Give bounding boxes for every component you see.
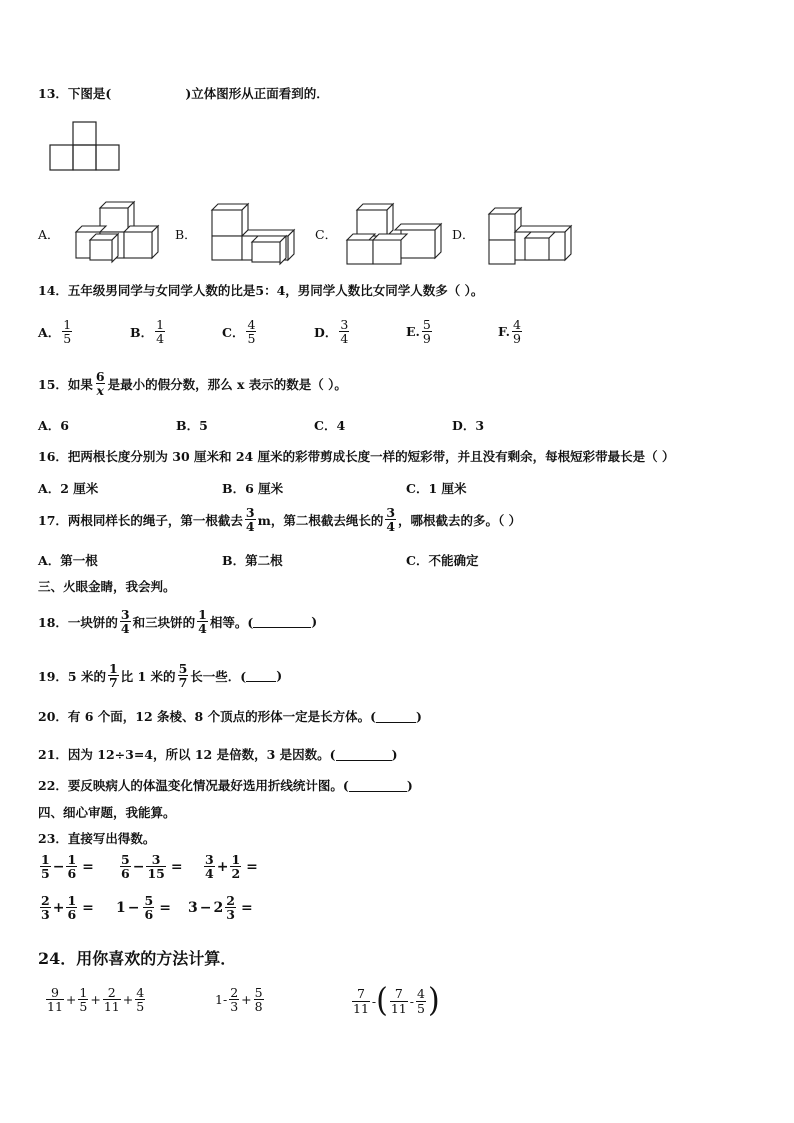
section-3-heading: 三、火眼金睛，我会判。: [38, 579, 176, 594]
q24-expression-3: $\frac{7}{11}$ - ( $\frac{7}{11}$ - $\frac{4}{5}$ ): [353, 981, 440, 1020]
q15-option-a[interactable]: A．6: [38, 418, 69, 433]
left-parenthesis: (: [376, 981, 388, 1020]
front-view-figure: [48, 118, 128, 174]
q14-option-c[interactable]: C． $\frac{4}{5}$: [222, 317, 256, 347]
fraction: $\frac{6}{x}$: [95, 369, 105, 399]
q13-option-a-figure: [72, 200, 162, 262]
fraction: $\frac{5}{7}$: [178, 661, 188, 691]
q17-option-b[interactable]: B．第二根: [222, 553, 283, 568]
fraction: $\frac{5}{9}$: [422, 317, 431, 347]
q13-option-c-figure: [345, 200, 445, 266]
answer-blank[interactable]: [246, 669, 276, 682]
answer-blank[interactable]: [336, 748, 392, 761]
fraction: $\frac{1}{5}$: [79, 985, 88, 1015]
fraction: $\frac{1}{4}$: [156, 317, 165, 347]
answer-blank[interactable]: [376, 710, 416, 723]
q17-option-a[interactable]: A．第一根: [38, 553, 98, 568]
q17-option-c[interactable]: C．不能确定: [406, 553, 479, 568]
q15-stem: 15．如果 $\frac{6}{x}$ 是最小的假分数，那么 x 表示的数是（ ）。: [38, 369, 347, 399]
q15-option-c[interactable]: C．4: [314, 418, 346, 433]
q13-option-d-figure: [485, 204, 577, 266]
fraction: $\frac{2}{11}$: [103, 985, 120, 1015]
q23-expression-2: $\frac{5}{6}$ − $\frac{3}{15}$ =: [121, 852, 183, 882]
fraction: $\frac{4}{5}$: [247, 317, 256, 347]
right-parenthesis: ): [427, 981, 440, 1020]
q14-option-f[interactable]: F. $\frac{4}{9}$: [498, 317, 521, 347]
q13-stem: 13．下图是( )立体图形从正面看到的．: [38, 86, 329, 101]
fraction: $\frac{2}{3}$: [41, 893, 50, 923]
q14-stem: 14．五年级男同学与女同学人数的比是5：4，男同学人数比女同学人数多（ ）。: [38, 283, 484, 298]
q19-stem: 19．5 米的 $\frac{1}{7}$ 比 1 米的 $\frac{5}{7}$ 长一些．( ): [38, 661, 283, 691]
q23-expression-6: 3 − 2 $\frac{2}{3}$ =: [188, 893, 253, 923]
fraction: $\frac{1}{5}$: [41, 852, 50, 882]
q15-option-b[interactable]: B．5: [176, 418, 208, 433]
q17-stem: 17．两根同样长的绳子，第一根截去 $\frac{3}{4}$ m，第二根截去绳长的 $\frac{3}{4}$ ，哪根截去的多。（ ）: [38, 505, 522, 535]
q23-title: 23．直接写出得数。: [38, 831, 156, 846]
q23-expression-1: $\frac{1}{5}$ − $\frac{1}{6}$ =: [41, 852, 94, 882]
fraction: $\frac{2}{3}$: [230, 985, 239, 1015]
fraction: $\frac{4}{9}$: [512, 317, 521, 347]
q13-option-b-figure: [208, 202, 300, 264]
q21-stem: 21．因为 12÷3=4，所以 12 是倍数，3 是因数。( ): [38, 746, 398, 762]
fraction: $\frac{5}{8}$: [254, 985, 263, 1015]
q24-title: 24．用你喜欢的方法计算．: [38, 949, 237, 968]
fraction: $\frac{3}{4}$: [245, 505, 255, 535]
fraction: $\frac{1}{5}$: [63, 317, 72, 347]
q24-expression-1: $\frac{9}{11}$ + $\frac{1}{5}$ + $\frac{2}{11}$ + $\frac{4}{5}$: [47, 985, 145, 1015]
fraction: $\frac{9}{11}$: [47, 985, 63, 1015]
q23-expression-4: $\frac{2}{3}$ + $\frac{1}{6}$ =: [41, 893, 94, 923]
fraction: $\frac{7}{11}$: [390, 986, 407, 1016]
q16-option-c[interactable]: C．1 厘米: [406, 481, 467, 496]
q14-option-b[interactable]: B． $\frac{1}{4}$: [130, 317, 165, 347]
fraction: $\frac{1}{7}$: [108, 661, 118, 691]
q16-option-b[interactable]: B．6 厘米: [222, 481, 284, 496]
q14-option-d[interactable]: D． $\frac{3}{4}$: [314, 317, 349, 347]
q16-option-a[interactable]: A．2 厘米: [38, 481, 99, 496]
fraction: $\frac{1}{4}$: [198, 607, 207, 637]
fraction: $\frac{3}{4}$: [120, 607, 130, 637]
fraction: $\frac{7}{11}$: [353, 986, 369, 1016]
fraction: $\frac{1}{6}$: [67, 893, 77, 923]
q14-option-e[interactable]: E. $\frac{5}{9}$: [406, 317, 431, 347]
fraction: $\frac{1}{2}$: [231, 852, 241, 882]
section-4-heading: 四、细心审题，我能算。: [38, 805, 176, 820]
fraction: $\frac{1}{6}$: [67, 852, 77, 882]
fraction: $\frac{5}{6}$: [121, 852, 130, 882]
fraction: $\frac{3}{4}$: [340, 317, 349, 347]
q16-stem: 16．把两根长度分别为 30 厘米和 24 厘米的彩带剪成长度一样的短彩带，并且没有剩余，每根短彩带最长是（ ）: [38, 449, 675, 464]
q18-stem: 18．一块饼的 $\frac{3}{4}$ 和三块饼的 $\frac{1}{4}$ 相等。( ): [38, 607, 318, 637]
fraction: $\frac{4}{5}$: [417, 986, 425, 1016]
q13-option-b-label[interactable]: B．: [175, 227, 197, 242]
q23-expression-5: 1 − $\frac{5}{6}$ =: [116, 893, 171, 923]
q13-option-d-label[interactable]: D．: [452, 227, 475, 242]
q23-expression-3: $\frac{3}{4}$ + $\frac{1}{2}$ =: [205, 852, 258, 882]
fraction: $\frac{3}{15}$: [147, 852, 165, 882]
q13-option-c-label[interactable]: C．: [315, 227, 338, 242]
q20-stem: 20．有 6 个面，12 条棱、8 个顶点的形体一定是长方体。( ): [38, 708, 422, 724]
q13-option-a-label[interactable]: A．: [38, 227, 60, 242]
q22-stem: 22．要反映病人的体温变化情况最好选用折线统计图。( ): [38, 777, 413, 793]
fraction: $\frac{4}{5}$: [136, 985, 145, 1015]
fraction: $\frac{5}{6}$: [144, 893, 154, 923]
answer-blank[interactable]: [349, 779, 407, 792]
q15-option-d[interactable]: D．3: [452, 418, 485, 433]
fraction: $\frac{3}{4}$: [386, 505, 396, 535]
q14-option-a[interactable]: A． $\frac{1}{5}$: [38, 317, 72, 347]
answer-blank[interactable]: [253, 615, 311, 628]
q24-expression-2: 1 - $\frac{2}{3}$ + $\frac{5}{8}$: [215, 985, 263, 1015]
fraction: $\frac{3}{4}$: [205, 852, 214, 882]
fraction: $\frac{2}{3}$: [226, 893, 235, 923]
